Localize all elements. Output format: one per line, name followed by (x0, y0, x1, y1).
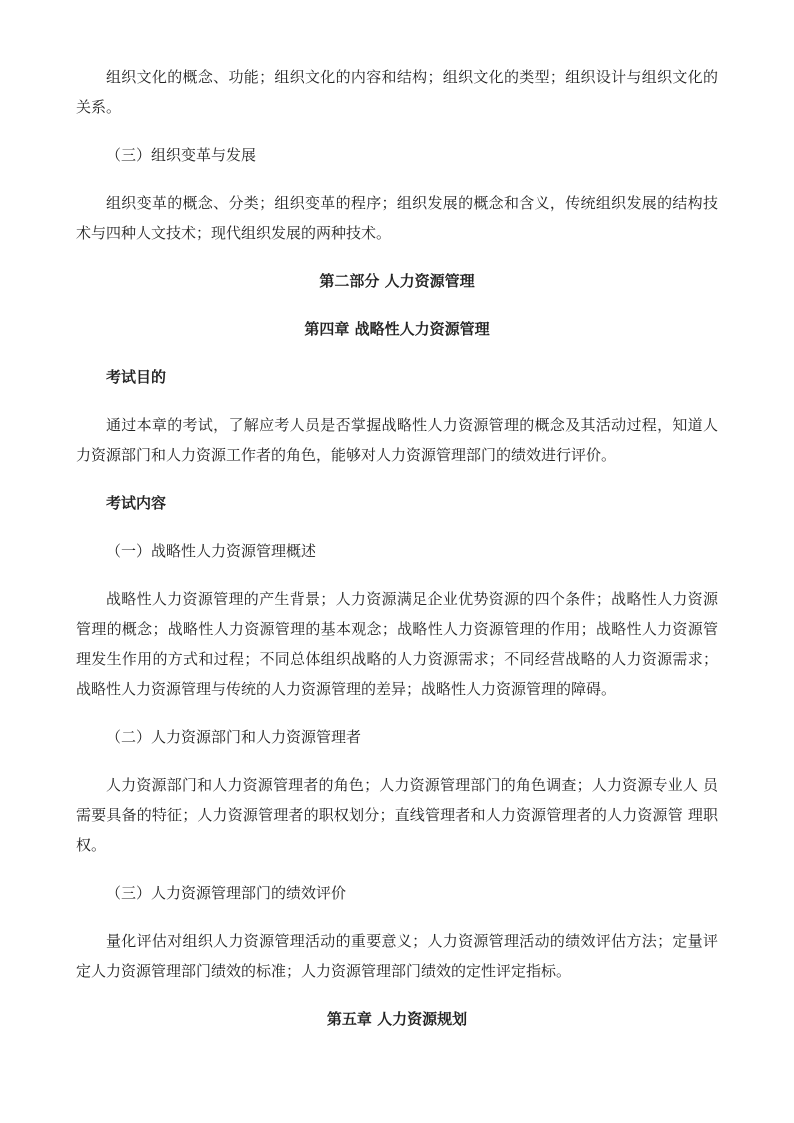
subheading-hr-performance: （三）人力资源管理部门的绩效评价 (106, 884, 347, 902)
paragraph-exam-purpose: 通过本章的考试，了解应考人员是否掌握战略性人力资源管理的概念及其活动过程，知道人力资源部门和人力资源工作者的角色，能够对人力资源管理部门的绩效进行评价。 (76, 416, 718, 464)
paragraph-org-culture: 组织文化的概念、功能；组织文化的内容和结构；组织文化的类型；组织设计与组织文化的关系。 (76, 68, 718, 116)
heading-exam-content: 考试内容 (106, 494, 167, 512)
heading-exam-purpose: 考试目的 (106, 368, 167, 386)
paragraph-hr-department: 人力资源部门和人力资源管理者的角色；人力资源管理部门的角色调查；人力资源专业人 员需要具备的特征；人力资源管理者的职权划分；直线管理者和人力资源管理者的人力资源管 理职权。 (76, 776, 718, 854)
subheading-shrm-overview: （一）战略性人力资源管理概述 (106, 542, 317, 560)
paragraph-org-change: 组织变革的概念、分类；组织变革的程序；组织发展的概念和含义，传统组织发展的结构技术与四种人文技术；现代组织发展的两种技术。 (76, 194, 718, 242)
document-page (76, 62, 718, 1034)
chapter-heading-4: 第四章 战略性人力资源管理 (304, 320, 490, 338)
paragraph-hr-performance: 量化评估对组织人力资源管理活动的重要意义；人力资源管理活动的绩效评估方法；定量评定人力资源管理部门绩效的标准；人力资源管理部门绩效的定性评定指标。 (76, 932, 718, 980)
subheading-hr-department: （二）人力资源部门和人力资源管理者 (106, 728, 362, 746)
chapter-heading-5: 第五章 人力资源规划 (326, 1010, 468, 1028)
subheading-org-change: （三）组织变革与发展 (106, 146, 257, 164)
part-heading-hr-management: 第二部分 人力资源管理 (319, 272, 475, 290)
paragraph-shrm-overview: 战略性人力资源管理的产生背景；人力资源满足企业优势资源的四个条件；战略性人力资源管理的概念；战略性人力资源管理的基本观念；战略性人力资源管理的作用；战略性人力资源管理发生作用的方式和过程；不同总体组织战略的人力资源需求；不同经营战略的人力资源需求；战略性人力资源管理与传统的人力资源管理的差异；战略性人力资源管理的障碍。 (76, 590, 718, 698)
